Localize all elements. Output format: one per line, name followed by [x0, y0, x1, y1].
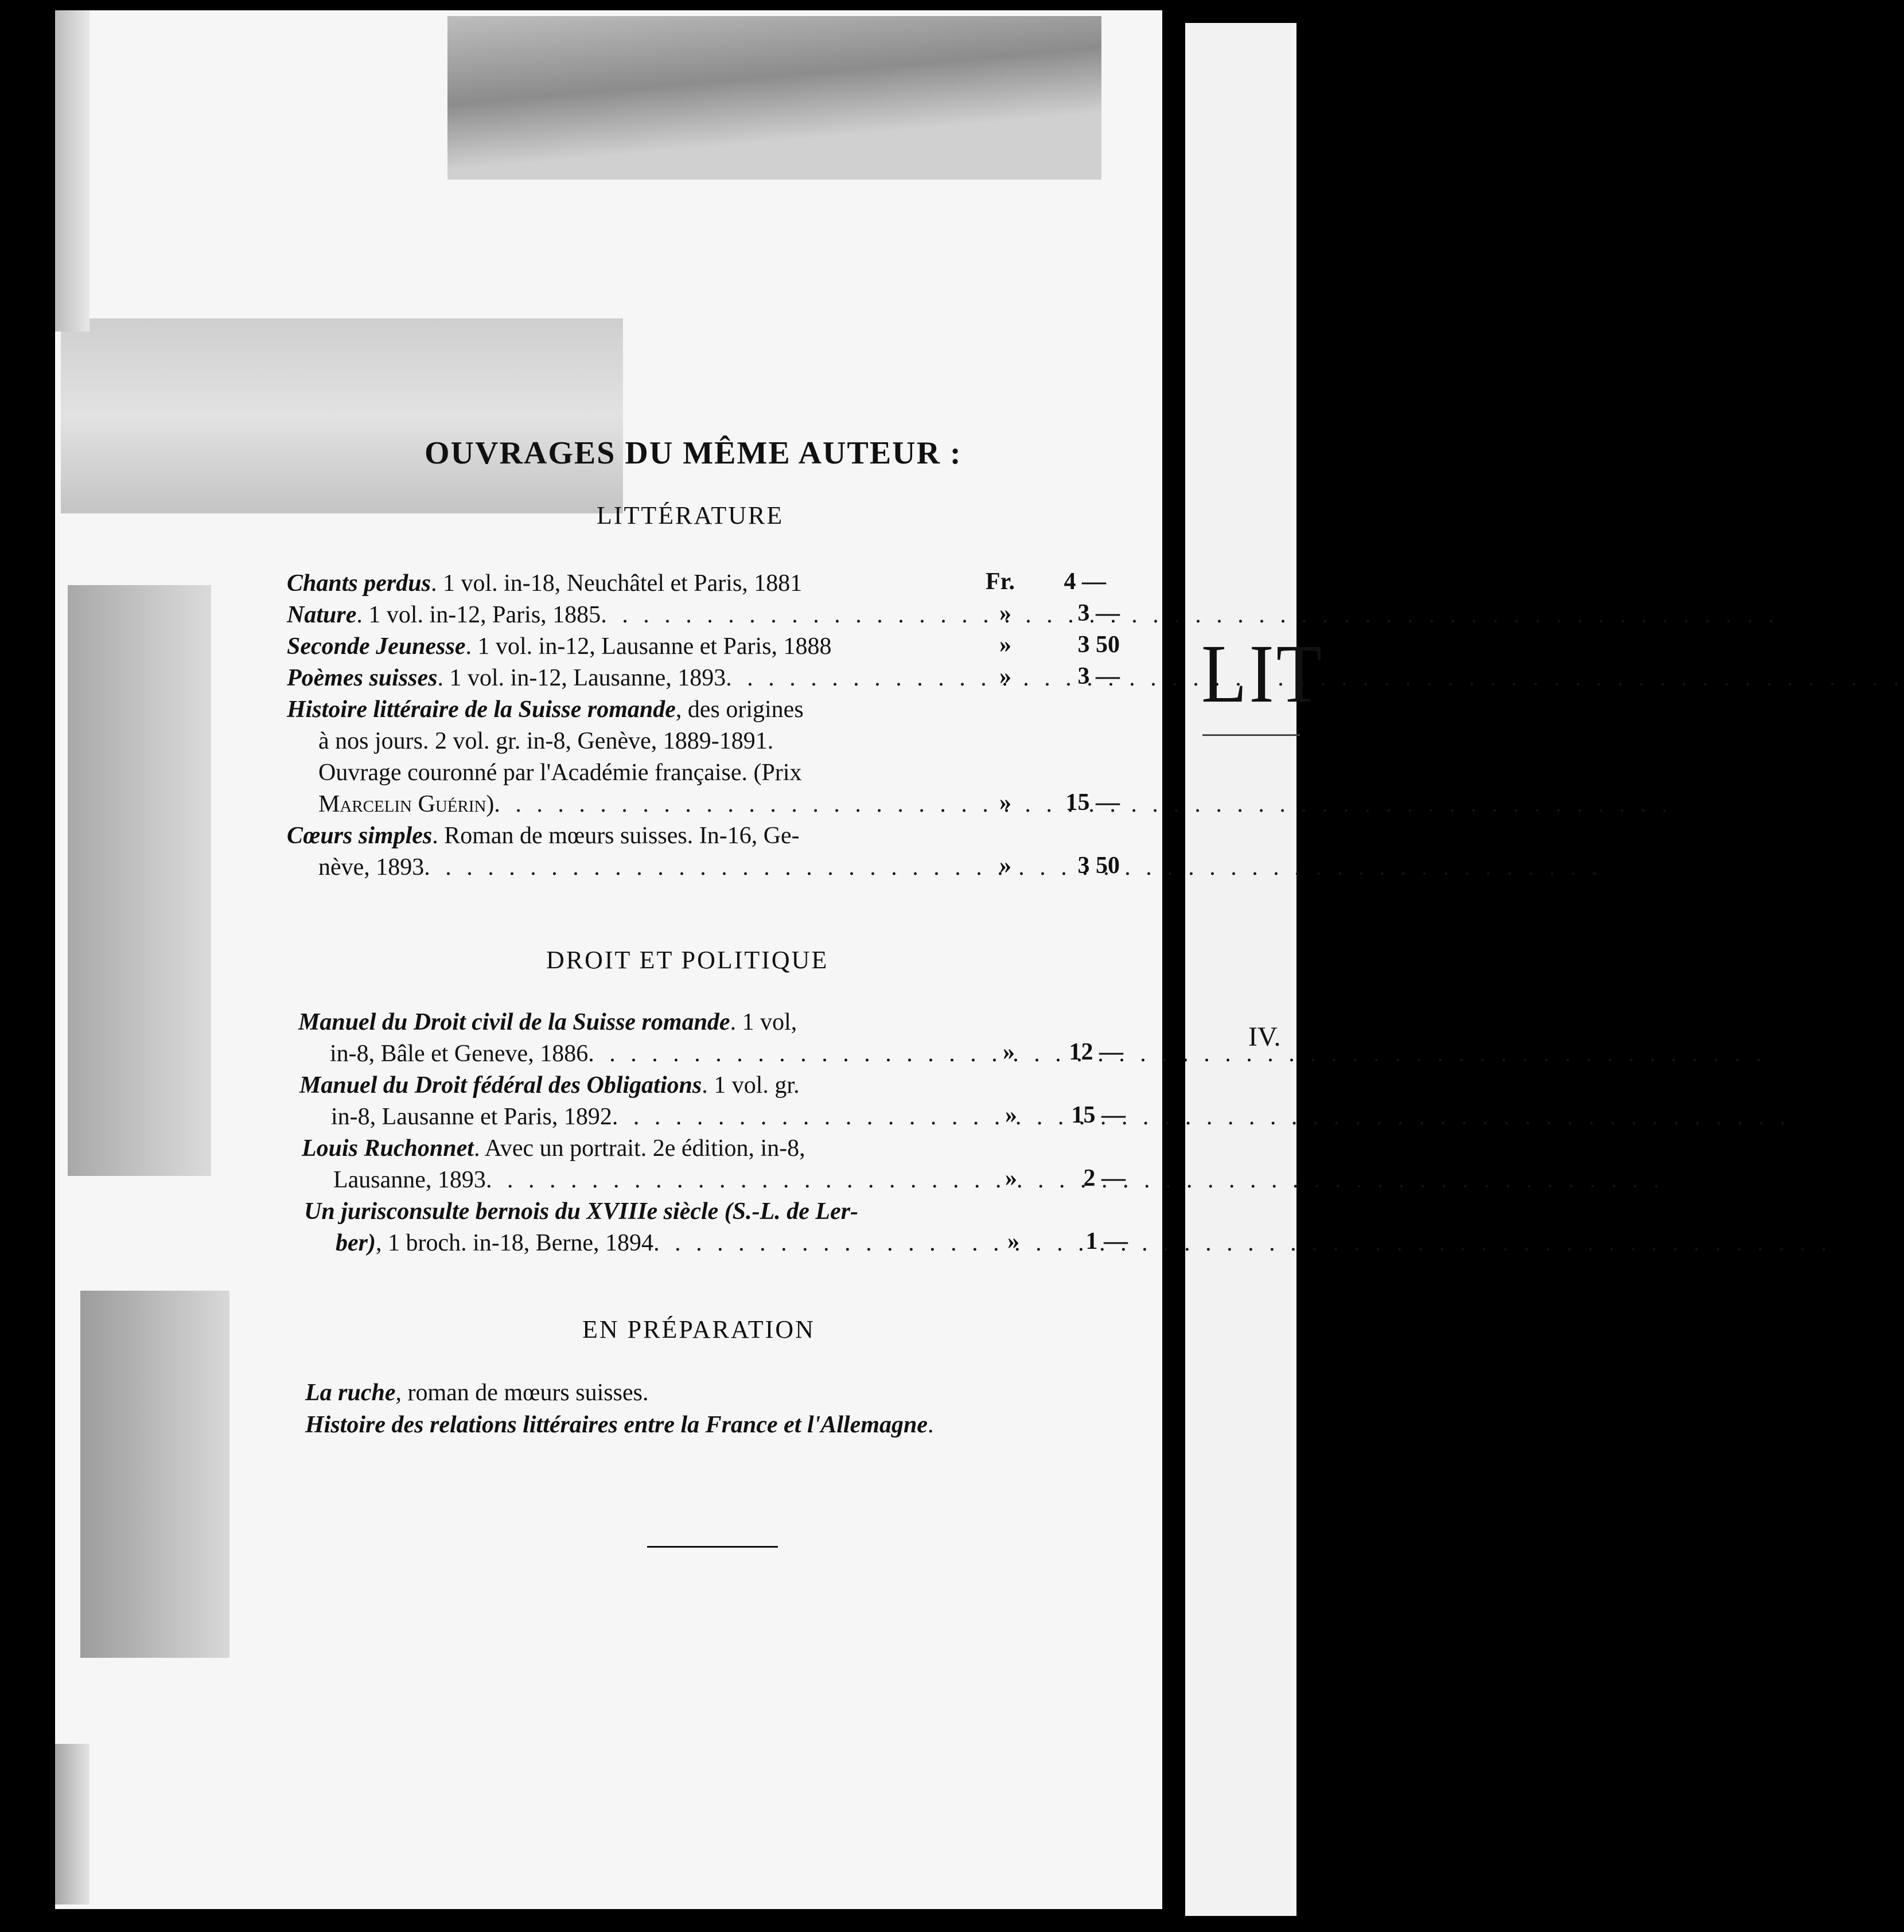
price-currency: » — [1007, 1228, 1019, 1255]
preparation-item — [305, 1409, 934, 1441]
entry-price — [999, 789, 1120, 816]
bibliography-entry — [299, 1070, 965, 1133]
price-currency: » — [1005, 1165, 1017, 1191]
entry-price — [1007, 1228, 1128, 1255]
preparation-title: Histoire des relations littéraires entre la France et l'Allemagne — [305, 1412, 928, 1438]
price-currency: Fr. — [986, 568, 1015, 595]
section-title-preparation: EN PRÉPARATION — [582, 1315, 815, 1343]
entry-title: Cœurs simples — [287, 823, 433, 849]
price-value: 15 — — [1065, 789, 1120, 816]
bibliography-entry — [287, 663, 952, 694]
entry-price — [999, 631, 1120, 659]
bibliography-entry — [302, 1133, 967, 1196]
entry-price — [999, 663, 1120, 690]
entry-details: . Roman de mœurs suisses. In-16, Ge- — [432, 823, 800, 849]
price-currency: » — [1005, 1102, 1017, 1128]
entry-title: Un jurisconsulte bernois du XVIIIe siècle (S.-L. de Ler- — [304, 1198, 859, 1225]
entry-last-line: Lausanne, 1893 — [333, 1167, 486, 1193]
entry-title: Poèmes suisses — [287, 665, 438, 691]
preparation-title: La ruche — [305, 1380, 396, 1406]
entry-price — [1005, 1101, 1126, 1129]
price-currency: » — [999, 632, 1011, 658]
entry-details: . 1 vol, — [730, 1009, 797, 1035]
entry-last-line: in-8, Lausanne et Paris, 1892 — [331, 1104, 612, 1130]
price-value: 3 50 — [1077, 632, 1120, 658]
bibliography-entry — [287, 694, 952, 820]
price-value: 15 — — [1071, 1102, 1126, 1128]
entry-title: Manuel du Droit fédéral des Obligations — [299, 1072, 702, 1099]
entry-details: , des origines — [675, 696, 804, 723]
entry-continuation: à nos jours. 2 vol. gr. in-8, Genève, 1889-1891. — [318, 728, 774, 754]
price-value: 2 — — [1083, 1165, 1126, 1191]
leader-dots — [601, 599, 1779, 631]
preparation-rest: . — [928, 1412, 934, 1438]
entry-details: . Avec un portrait. 2e édition, in-8, — [473, 1135, 805, 1162]
price-currency: » — [999, 789, 1011, 816]
price-currency: » — [999, 600, 1011, 626]
price-currency: » — [999, 663, 1011, 690]
price-value: 1 — — [1085, 1228, 1128, 1255]
entry-price — [1005, 1164, 1126, 1192]
section-title-litterature: LITTÉRATURE — [597, 501, 784, 529]
entry-title: Nature — [287, 602, 357, 628]
entry-price — [999, 599, 1120, 627]
preparation-item — [305, 1377, 648, 1409]
entry-price — [986, 568, 1106, 595]
leader-dots — [588, 1038, 1766, 1070]
leader-dots — [726, 663, 1904, 694]
entry-continuation: Ouvrage couronné par l'Académie française. (Prix — [318, 759, 802, 786]
price-currency: » — [1003, 1039, 1015, 1065]
entry-title: Seconde Jeunesse — [287, 633, 466, 660]
leader-dots — [653, 1228, 1832, 1259]
entry-last-line: in-8, Bâle et Geneve, 1886 — [330, 1041, 589, 1067]
closing-rule — [647, 1546, 778, 1548]
entry-last-line: , 1 broch. in-18, Berne, 1894 — [375, 1230, 654, 1256]
entry-title: Chants perdus — [287, 570, 431, 597]
entry-last-line: Marcelin Guérin) — [318, 791, 495, 817]
price-value: 3 50 — [1077, 852, 1120, 879]
price-value: 3 — — [1077, 663, 1120, 690]
bibliography-entry — [304, 1196, 969, 1259]
entry-title: Louis Ruchonnet — [302, 1135, 474, 1162]
entry-details: . 1 vol. in-18, Neuchâtel et Paris, 1881 — [430, 570, 803, 597]
bibliography-entry — [287, 631, 952, 663]
entry-price — [1003, 1038, 1123, 1066]
entry-title: Manuel du Droit civil de la Suisse romande — [298, 1009, 730, 1035]
facing-page-title-fragment: LIT — [1201, 628, 1325, 720]
page-heading: OUVRAGES DU MÊME AUTEUR : — [425, 435, 962, 471]
leader-dots — [612, 1101, 1790, 1133]
price-value: 12 — — [1069, 1039, 1123, 1065]
section-title-droit: DROIT ET POLITIQUE — [546, 946, 829, 974]
price-currency: » — [999, 852, 1011, 879]
bibliography-entry — [287, 568, 952, 599]
facing-page-numeral: IV. — [1248, 1022, 1281, 1052]
price-value: 4 — — [1064, 568, 1106, 595]
entry-details: . 1 vol. gr. — [702, 1072, 800, 1099]
bibliography-entry — [287, 820, 952, 883]
price-value: 3 — — [1077, 600, 1120, 626]
entry-details: . 1 vol. in-12, Paris, 1885 — [356, 602, 601, 628]
entry-last-line: nève, 1893 — [318, 854, 425, 881]
entry-details: . 1 vol. in-12, Lausanne, 1893 — [437, 665, 726, 691]
bibliography-entry — [298, 1007, 964, 1070]
entry-details: . 1 vol. in-12, Lausanne et Paris, 1888 — [465, 633, 832, 660]
entry-title: Histoire littéraire de la Suisse romande — [287, 696, 676, 723]
entry-price — [999, 852, 1120, 879]
bibliography-entry — [287, 599, 952, 631]
preparation-rest: , roman de mœurs suisses. — [395, 1380, 649, 1406]
entry-title-continuation: ber) — [336, 1230, 376, 1256]
